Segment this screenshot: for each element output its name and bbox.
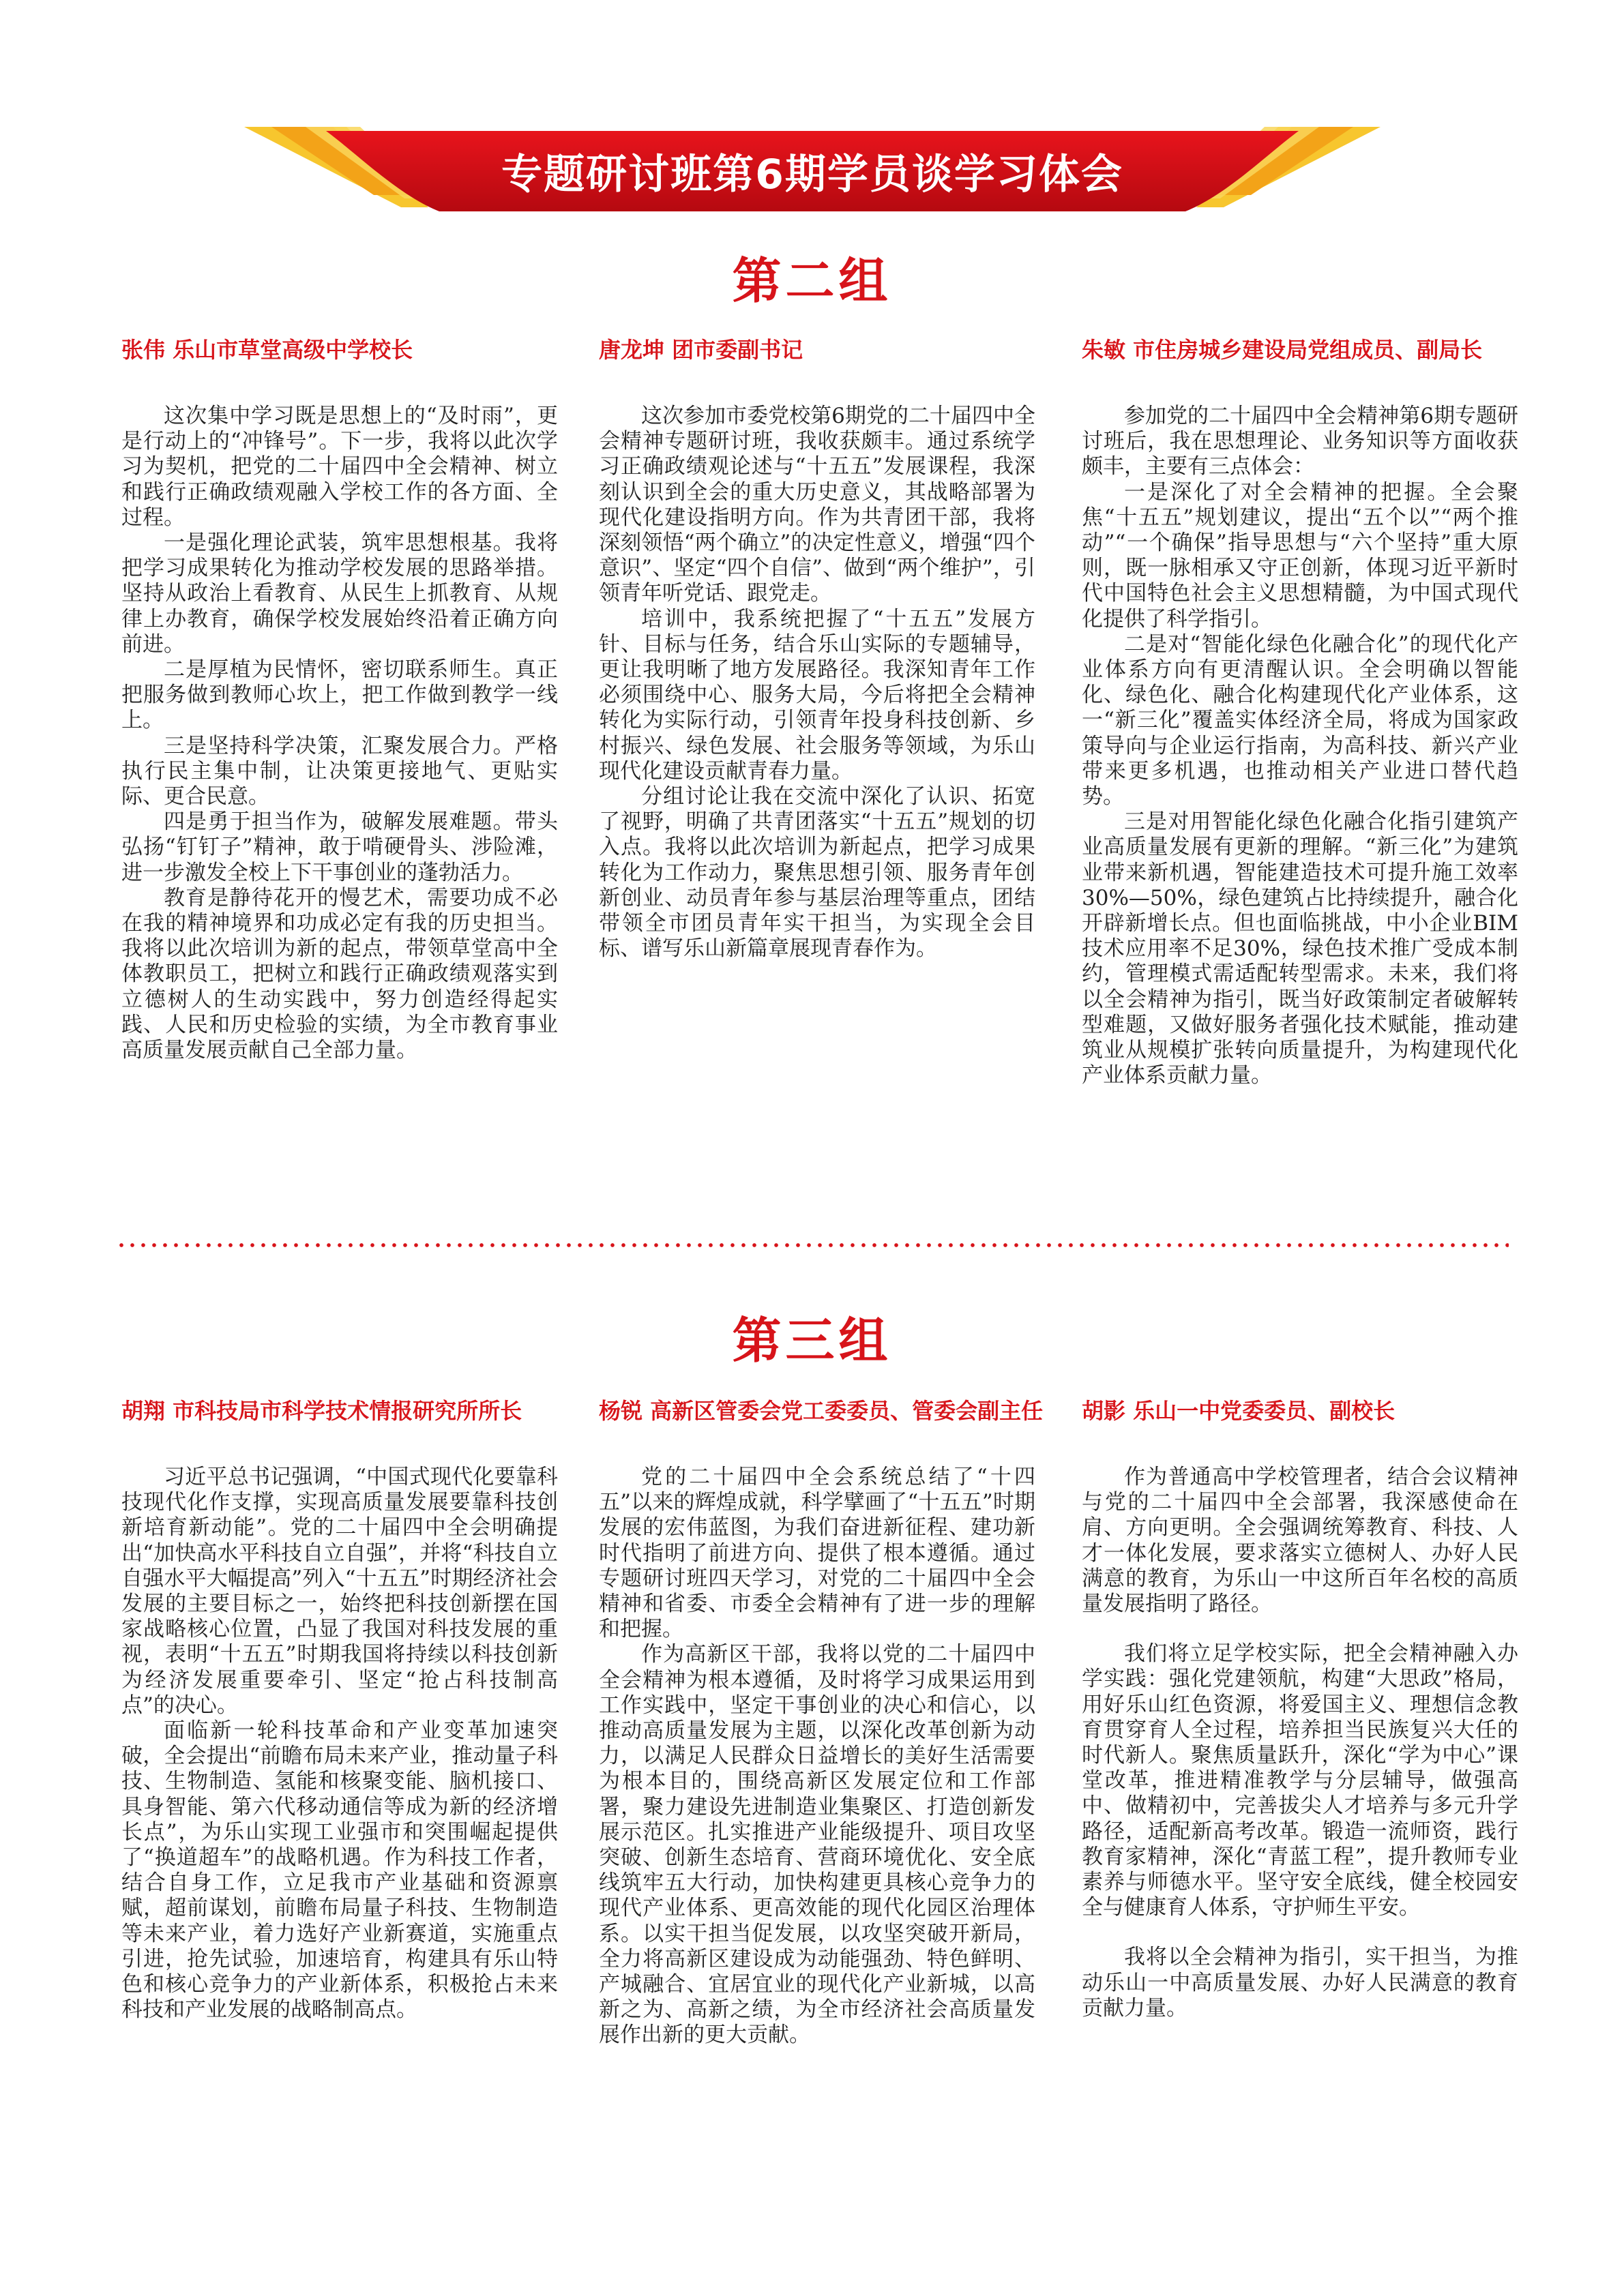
paragraph: 参加党的二十届四中全会精神第6期专题研讨班后，我在思想理论、业务知识等方面收获颇丰，主要有三点体会： [1082, 404, 1518, 479]
author-line: 唐龙坤 团市委副书记 [599, 337, 803, 363]
author-line: 朱敏 市住房城乡建设局党组成员、副局长 [1082, 337, 1483, 363]
author-line: 杨锐 高新区管委会党工委委员、管委会副主任 [599, 1398, 1044, 1424]
article-body [121, 404, 558, 1063]
paragraph: 党的二十届四中全会系统总结了“十四五”以来的辉煌成就，科学擘画了“十五五”时期发展的宏伟蓝图，为我们奋进新征程、建功新时代指明了前进方向、提供了根本遵循。通过专题研讨班四天学习，对党的二十届四中全会精神和省委、市委全会精神有了进一步的理解和把握。 [599, 1465, 1035, 1642]
article-body [1082, 1465, 1518, 2021]
paragraph: 四是勇于担当作为，破解发展难题。带头弘扬“钉钉子”精神，敢于啃硬骨头、涉险滩，进一步激发全校上下干事创业的蓬勃活力。 [121, 809, 558, 885]
article-body [599, 1465, 1035, 2048]
author-line: 胡翔 市科技局市科学技术情报研究所所长 [121, 1398, 522, 1424]
paragraph: 一是强化理论武装，筑牢思想根基。我将把学习成果转化为推动学校发展的思路举措。坚持从政治上看教育、从民生上抓教育、从规律上办教育，确保学校发展始终沿着正确方向前进。 [121, 531, 558, 657]
article-column [121, 333, 558, 1063]
paragraph: 二是对“智能化绿色化融合化”的现代化产业体系方向有更清醒认识。全会明确以智能化、绿色化、融合化构建现代化产业体系，这一“新三化”覆盖实体经济全局，将成为国家政策导向与企业运行指南，为高科技、新兴产业带来更多机遇，也推动相关产业进口替代趋势。 [1082, 631, 1518, 809]
author-line: 胡影 乐山一中党委委员、副校长 [1082, 1398, 1396, 1424]
article-column [1082, 333, 1518, 1088]
article-column [1082, 1394, 1518, 2021]
group-title-3: 第三组 [732, 1311, 892, 1369]
article-body [599, 404, 1035, 961]
paragraph: 我将以全会精神为指引，实干担当，为推动乐山一中高质量发展、办好人民满意的教育贡献力量。 [1082, 1945, 1518, 2021]
author-line: 张伟 乐山市草堂高级中学校长 [121, 337, 413, 363]
paragraph: 习近平总书记强调，“中国式现代化要靠科技现代化作支撑，实现高质量发展要靠科技创新培育新动能”。党的二十届四中全会明确提出“加快高水平科技自立自强”，并将“科技自立自强水平大幅提高”列入“十五五”时期经济社会发展的主要目标之一，始终把科技创新摆在国家战略核心位置，凸显了我国对科技发展的重视，表明“十五五”时期我国将持续以科技创新为经济发展重要牵引、坚定“抢占科技制高点”的决心。 [121, 1465, 558, 1718]
paragraph: 培训中，我系统把握了“十五五”发展方针、目标与任务，结合乐山实际的专题辅导，更让我明晰了地方发展路径。我深知青年工作必须围绕中心、服务大局，今后将把全会精神转化为实际行动，引领青年投身科技创新、乡村振兴、绿色发展、社会服务等领域，为乐山现代化建设贡献青春力量。 [599, 606, 1035, 784]
paragraph: 三是坚持科学决策，汇聚发展合力。严格执行民主集中制，让决策更接地气、更贴实际、更合民意。 [121, 733, 558, 809]
article-column [121, 1394, 558, 2023]
title-banner [244, 127, 1381, 215]
banner-title: 专题研讨班第6期学员谈学习体会 [501, 151, 1123, 198]
article-column [599, 333, 1035, 961]
paragraph: 面临新一轮科技革命和产业变革加速突破，全会提出“前瞻布局未来产业，推动量子科技、生物制造、氢能和核聚变能、脑机接口、具身智能、第六代移动通信等成为新的经济增长点”，为乐山实现工业强市和突围崛起提供了“换道超车”的战略机遇。作为科技工作者，结合自身工作，立足我市产业基础和资源禀赋，超前谋划，前瞻布局量子科技、生物制造等未来产业，着力选好产业新赛道，实施重点引进，抢先试验，加速培育，构建具有乐山特色和核心竞争力的产业新体系，积极抢占未来科技和产业发展的战略制高点。 [121, 1718, 558, 2023]
paragraph: 作为普通高中学校管理者，结合会议精神与党的二十届四中全会部署，我深感使命在肩、方向更明。全会强调统筹教育、科技、人才一体化发展，要求落实立德树人、办好人民满意的教育，为乐山一中这所百年名校的高质量发展指明了路径。 [1082, 1465, 1518, 1617]
paragraph: 作为高新区干部，我将以党的二十届四中全会精神为根本遵循，及时将学习成果运用到工作实践中，坚定干事创业的决心和信心，以推动高质量发展为主题，以深化改革创新为动力，以满足人民群众日益增长的美好生活需要为根本目的，围绕高新区发展定位和工作部署，聚力建设先进制造业集聚区、打造创新发展示范区。扎实推进产业能级提升、项目攻坚突破、创新生态培育、营商环境优化、安全底线筑牢五大行动，加快构建更具核心竞争力的现代产业体系、更高效能的现代化园区治理体系。以实干担当促发展，以攻坚突破开新局，全力将高新区建设成为动能强劲、特色鲜明、产城融合、宜居宜业的现代化产业新城，以高新之为、高新之绩，为全市经济社会高质量发展作出新的更大贡献。 [599, 1642, 1035, 2048]
section-divider [116, 1243, 1509, 1247]
article-body [1082, 404, 1518, 1088]
paragraph: 教育是静待花开的慢艺术，需要功成不必在我的精神境界和功成必定有我的历史担当。我将以此次培训为新的起点，带领草堂高中全体教职员工，把树立和践行正确政绩观落实到立德树人的生动实践中，努力创造经得起实践、人民和历史检验的实绩，为全市教育事业高质量发展贡献自己全部力量。 [121, 885, 558, 1063]
paragraph: 一是深化了对全会精神的把握。全会聚焦“十五五”规划建议，提出“五个以”“两个推动”“一个确保”指导思想与“六个坚持”重大原则，既一脉相承又守正创新，体现习近平新时代中国特色社会主义思想精髓，为中国式现代化提供了科学指引。 [1082, 479, 1518, 631]
paragraph: 二是厚植为民情怀，密切联系师生。真正把服务做到教师心坎上，把工作做到教学一线上。 [121, 657, 558, 733]
paragraph: 这次参加市委党校第6期党的二十届四中全会精神专题研讨班，我收获颇丰。通过系统学习正确政绩观论述与“十五五”发展课程，我深刻认识到全会的重大历史意义，其战略部署为现代化建设指明方向。作为共青团干部，我将深刻领悟“两个确立”的决定性意义，增强“四个意识”、坚定“四个自信”、做到“两个维护”，引领青年听党话、跟党走。 [599, 404, 1035, 606]
paragraph: 我们将立足学校实际，把全会精神融入办学实践：强化党建领航，构建“大思政”格局，用好乐山红色资源，将爱国主义、理想信念教育贯穿育人全过程，培养担当民族复兴大任的时代新人。聚焦质量跃升，深化“学为中心”课堂改革，推进精准教学与分层辅导，做强高中、做精初中，完善拔尖人才培养与多元升学路径，适配新高考改革。锻造一流师资，践行教育家精神，深化“青蓝工程”，提升教师专业素养与师德水平。坚守安全底线，健全校园安全与健康育人体系，守护师生平安。 [1082, 1641, 1518, 1920]
group-title-2: 第二组 [732, 252, 892, 310]
paragraph: 分组讨论让我在交流中深化了认识、拓宽了视野，明确了共青团落实“十五五”规划的切入点。我将以此次培训为新起点，把学习成果转化为工作动力，聚焦思想引领、服务青年创新创业、动员青年参与基层治理等重点，团结带领全市团员青年实干担当，为实现全会目标、谱写乐山新篇章展现青春作为。 [599, 784, 1035, 961]
article-body [121, 1465, 558, 2023]
paragraph: 三是对用智能化绿色化融合化指引建筑产业高质量发展有更新的理解。“新三化”为建筑业带来新机遇，智能建造技术可提升施工效率30%—50%，绿色建筑占比持续提升，融合化开辟新增长点。但也面临挑战，中小企业BIM技术应用率不足30%，绿色技术推广受成本制约，管理模式需适配转型需求。未来，我们将以全会精神为指引，既当好政策制定者破解转型难题，又做好服务者强化技术赋能，推动建筑业从规模扩张转向质量提升，为构建现代化产业体系贡献力量。 [1082, 809, 1518, 1088]
article-column [599, 1394, 1044, 2048]
paragraph: 这次集中学习既是思想上的“及时雨”，更是行动上的“冲锋号”。下一步，我将以此次学习为契机，把党的二十届四中全会精神、树立和践行正确政绩观融入学校工作的各方面、全过程。 [121, 404, 558, 530]
